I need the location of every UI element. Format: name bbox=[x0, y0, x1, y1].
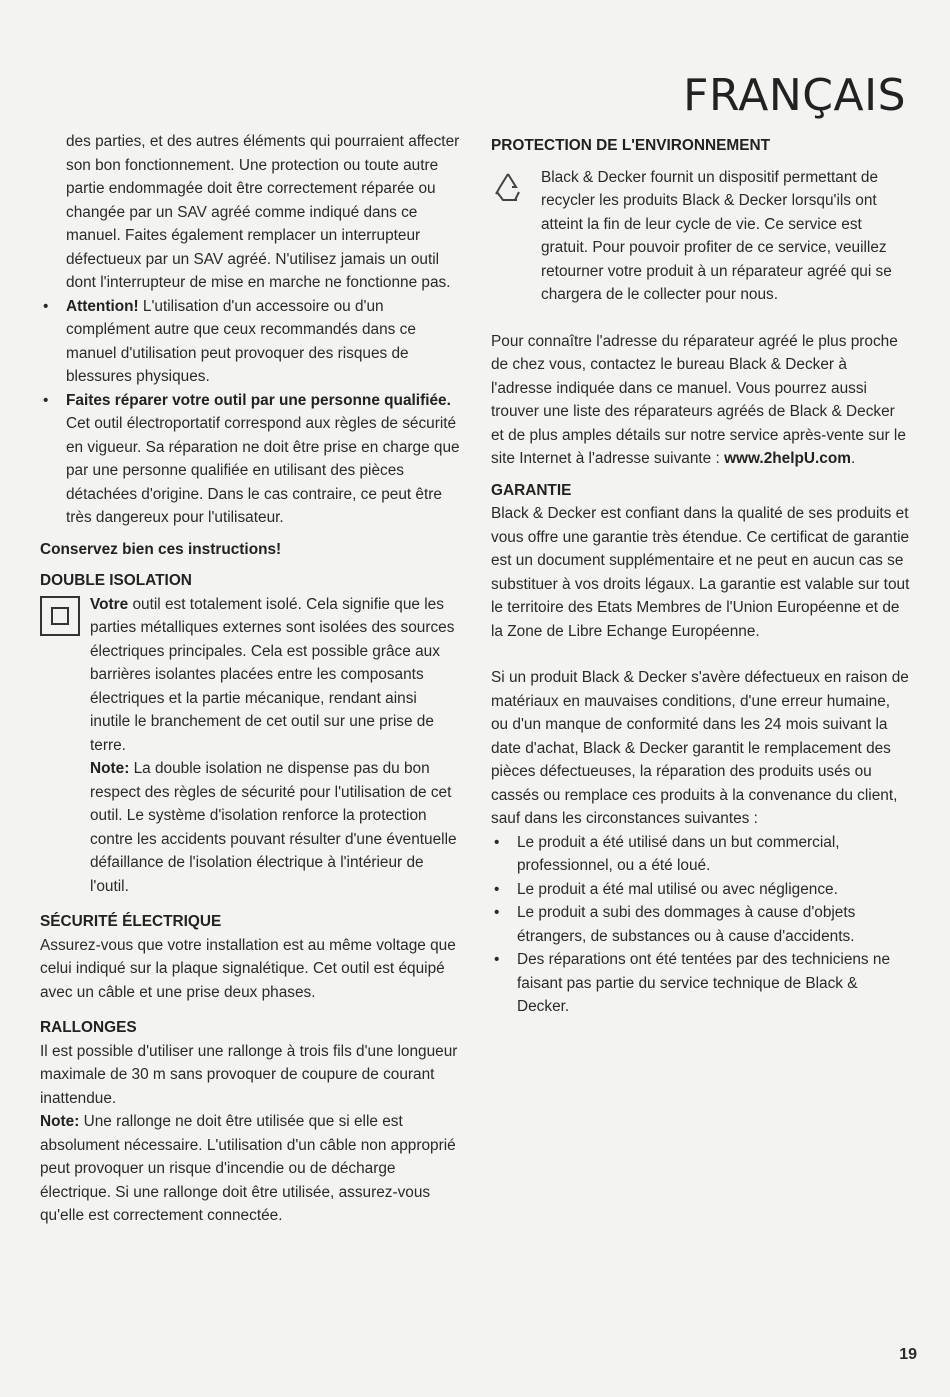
bullet-icon: • bbox=[43, 297, 49, 315]
bullet-icon: • bbox=[494, 833, 500, 851]
recycle-icon bbox=[491, 170, 525, 204]
list-item bbox=[40, 389, 460, 530]
bullet-icon: • bbox=[43, 391, 49, 409]
warranty-paragraph-2: Si un produit Black & Decker s'avère défectueux en raison de matériaux en mauvaises conditions, d'une erreur humaine, ou d'un manque de conformité dans les 24 mois suivant la date d'achat, Black & Decker garantit le remplacement des pièces défectueuses, la réparation des produits usés ou cassés ou remplace ces produits à la convenance du client, sauf dans les circonstances suivantes : bbox=[491, 669, 909, 827]
language-title: FRANÇAIS bbox=[683, 70, 906, 121]
repairer-paragraph: Pour connaître l'adresse du réparateur agréé le plus proche de chez vous, contactez le bureau Black & Decker à l'adresse indiquée dans ce manuel. Vous pourrez aussi trouver une liste des réparateurs agréés de Black & Decker et de plus amples détails sur notre service après-vente sur le site Internet à l'adresse suivante : www.2helpU.com. bbox=[491, 332, 906, 467]
warranty-heading: GARANTIE bbox=[491, 481, 572, 499]
double-isolation-note: Note: La double isolation ne dispense pas du bon respect des règles de sécurité pour l'utilisation de cet outil. Le système d'isolation renforce la protection contre les accidents pouvant résulter d'une éventuelle défaillance de l'isolation électrique à l'intérieur de l'outil. bbox=[90, 760, 457, 895]
list-item: • Des réparations ont été tentées par des techniciens ne faisant pas partie du service technique de Black & Decker. bbox=[491, 948, 911, 1019]
double-isolation-text: Votre outil est totalement isolé. Cela signifie que les parties métalliques externes sont isolées des sources électriques principales. Cela est possible grâce aux barrières isolantes placées entre les composants électriques et la partie mécanique, rendant ainsi inutile le branchement de cet outil sur une prise de terre. bbox=[90, 595, 455, 754]
safety-bullets bbox=[40, 295, 460, 530]
attention-text: L'utilisation d'un accessoire ou d'un complément autre que ceux recommandés dans ce manuel d'utilisation peut provoquer des risques de blessures physiques. bbox=[66, 297, 416, 385]
intro-paragraph: des parties, et des autres éléments qui pourraient affecter son bon fonctionnement. Une protection ou toute autre partie endommagée doit être correctement réparée ou changée par un SAV agréé comme indiqué dans ce manuel. Faites également remplacer un interrupteur défectueux par un SAV agréé. N'utilisez jamais un outil dont l'interrupteur de mise en marche ne fonctionne pas. bbox=[66, 133, 460, 291]
left-column bbox=[40, 130, 460, 1228]
double-insulation-icon bbox=[40, 596, 80, 636]
environment-heading: PROTECTION DE L'ENVIRONNEMENT bbox=[491, 137, 770, 154]
extensions-text: Il est possible d'utiliser une rallonge à trois fils d'une longueur maximale de 30 m sans provoquer de coupure de courant inattendue. bbox=[40, 1042, 458, 1107]
list-item bbox=[40, 295, 460, 389]
extensions-note: Note: Une rallonge ne doit être utilisée que si elle est absolument nécessaire. L'utilisation d'un câble non approprié peut provoquer un risque d'incendie ou de décharge électrique. Si une rallonge doit être utilisée, assurez-vous qu'elle est correctement connectée. bbox=[40, 1113, 456, 1224]
page-number: 19 bbox=[899, 1346, 917, 1363]
right-column bbox=[491, 134, 911, 1019]
electrical-safety-text: Assurez-vous que votre installation est au même voltage que celui indiqué sur la plaque signalétique. Cet outil est équipé avec un câble et une prise deux phases. bbox=[40, 936, 456, 1001]
repair-text: Cet outil électroportatif correspond aux règles de sécurité en vigueur. Sa réparation ne doit être prise en charge que par une personne qualifiée en utilisant des pièces détachées d'origine. Dans le cas contraire, ce peut être très dangereux pour l'utilisateur. bbox=[66, 415, 460, 526]
attention-label: Attention! bbox=[66, 297, 139, 315]
website-link[interactable]: www.2helpU.com bbox=[724, 450, 851, 467]
bullet-icon: • bbox=[494, 880, 500, 898]
double-isolation-section bbox=[40, 593, 460, 899]
environment-text: Black & Decker fournit un dispositif permettant de recycler les produits Black & Decker lorsqu'ils ont atteint la fin de leur cycle de vie. Ce service est gratuit. Pour pouvoir profiter de ce service, veuillez retourner votre produit à un réparateur agréé qui se chargera de le collecter pour nous. bbox=[541, 168, 892, 303]
list-item: • Le produit a été utilisé dans un but commercial, professionnel, ou a été loué. bbox=[491, 831, 911, 878]
keep-instructions: Conservez bien ces instructions! bbox=[40, 540, 282, 558]
extensions-heading: RALLONGES bbox=[40, 1019, 137, 1036]
warranty-exclusions bbox=[491, 831, 911, 1019]
double-isolation-heading: DOUBLE ISOLATION bbox=[40, 572, 192, 589]
bullet-icon: • bbox=[494, 904, 500, 921]
list-item: • Le produit a subi des dommages à cause d'objets étrangers, de substances ou à cause d'accidents. bbox=[491, 901, 911, 948]
repair-label: Faites réparer votre outil par une personne qualifiée. bbox=[66, 391, 451, 409]
warranty-paragraph-1: Black & Decker est confiant dans la qualité de ses produits et vous offre une garantie très étendue. Ce certificat de garantie est un document supplémentaire et ne peut en aucun cas se substituer à vos droits légaux. La garantie est valable sur tout le territoire des Etats Membres de l'Union Européenne et de la Zone de Libre Echange Européenne. bbox=[491, 505, 910, 640]
electrical-safety-heading: SÉCURITÉ ÉLECTRIQUE bbox=[40, 913, 222, 930]
bullet-icon: • bbox=[494, 951, 500, 968]
environment-section bbox=[491, 166, 911, 307]
list-item: • Le produit a été mal utilisé ou avec négligence. bbox=[491, 878, 911, 902]
